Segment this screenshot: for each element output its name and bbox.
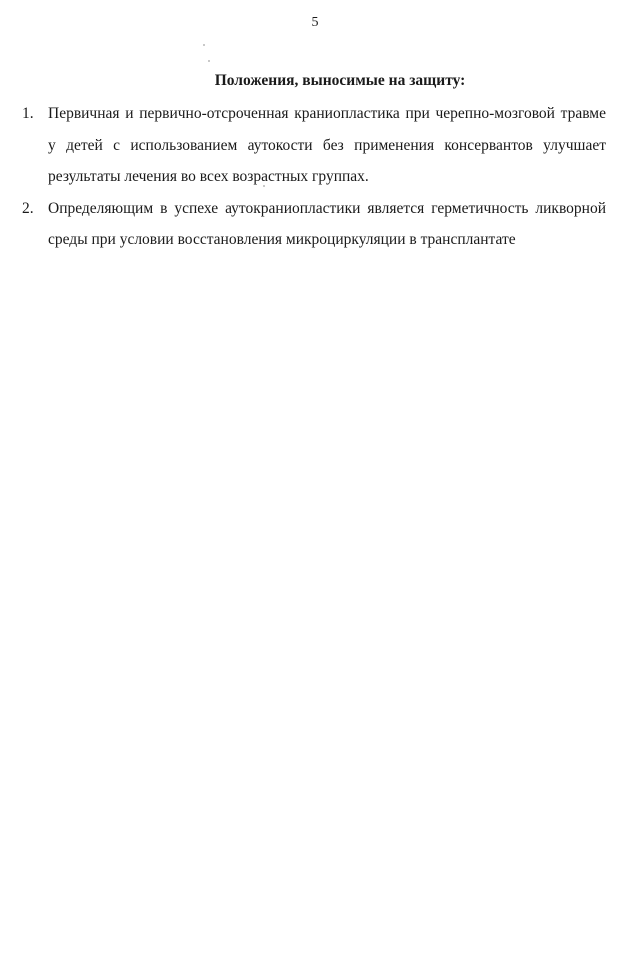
scan-speck xyxy=(208,60,210,62)
list-item-text: Первичная и первично-отсроченная краниопластика при черепно-мозговой травме у детей с использованием аутокости без применения консервантов улучшает результаты лечения во всех возрастных группах. xyxy=(48,105,606,185)
list-item xyxy=(22,193,606,256)
list-item xyxy=(22,98,606,193)
list-item-number: 2. xyxy=(22,199,34,217)
section-heading: Положения, выносимые на защиту: xyxy=(214,72,466,89)
thesis-list xyxy=(22,98,606,256)
page-number: 5 xyxy=(311,15,319,30)
scan-speck xyxy=(203,44,205,46)
list-item-number: 1. xyxy=(22,105,34,122)
list-item-text: Определяющим в успехе аутокраниопластики является герметичность ликворной среды при условии восстановления микроциркуляции в трансплантате xyxy=(48,199,606,248)
